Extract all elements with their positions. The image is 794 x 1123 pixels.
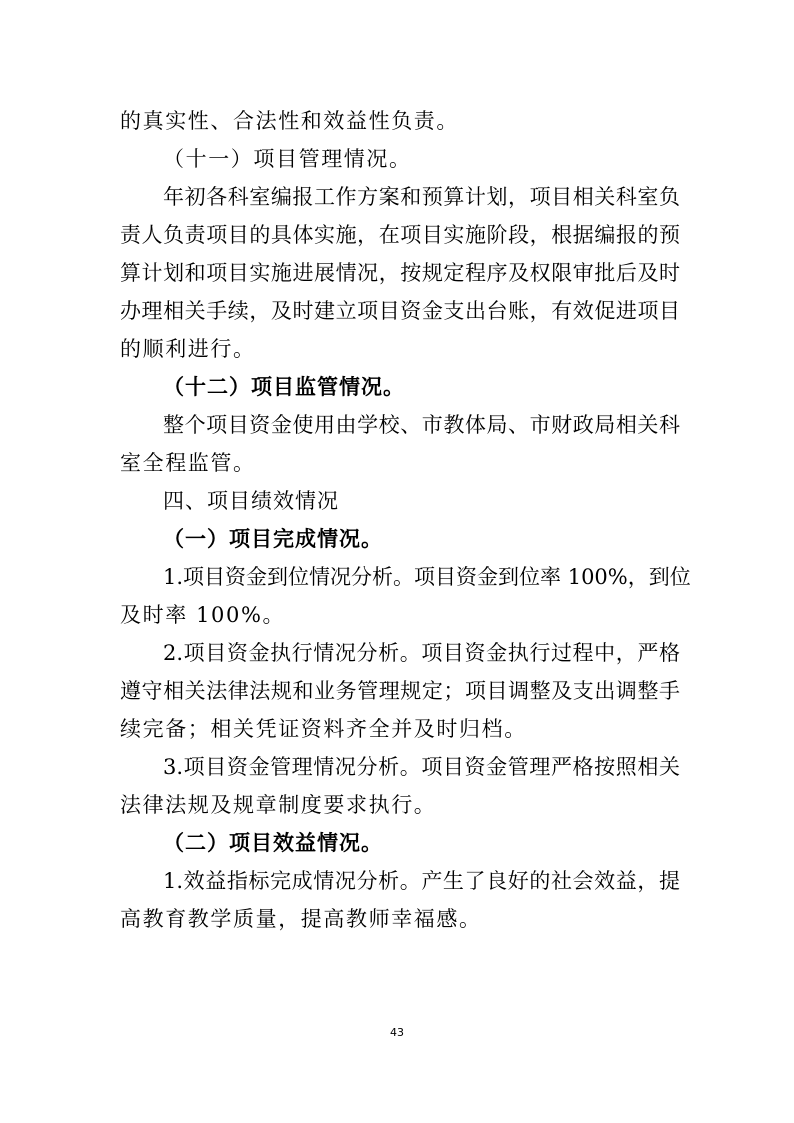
text-line-17: 续完备；相关凭证资料齐全并及时归档。 — [120, 717, 527, 741]
text-line-21: 1.效益指标完成情况分析。产生了良好的社会效益，提 — [163, 869, 680, 893]
page-number: 43 — [390, 1026, 404, 1039]
text-line-22: 高教育教学质量，提高教师幸福感。 — [120, 907, 482, 931]
text-line-5: 算计划和项目实施进展情况，按规定程序及权限审批后及时 — [120, 261, 680, 285]
subheading-benefit: （二）项目效益情况。 — [163, 831, 383, 855]
text-line-1: 的真实性、合法性和效益性负责。 — [120, 109, 459, 133]
text-line-19: 法律法规及规章制度要求执行。 — [120, 793, 437, 817]
text-line-6: 办理相关手续，及时建立项目资金支出台账，有效促进项目 — [120, 299, 680, 323]
section-heading-4: 四、项目绩效情况 — [163, 489, 339, 513]
subheading-item-11-text: （十一）项目管理情况。 — [163, 147, 412, 171]
text-line-4: 责人负责项目的具体实施，在项目实施阶段，根据编报的预 — [120, 223, 680, 247]
text-line-13: 1.项目资金到位情况分析。项目资金到位率 100%，到位 — [163, 565, 691, 589]
text-line-18: 3.项目资金管理情况分析。项目资金管理严格按照相关 — [163, 755, 680, 779]
text-line-10: 室全程监管。 — [120, 451, 256, 475]
text-line-3: 年初各科室编报工作方案和预算计划，项目相关科室负 — [163, 185, 680, 209]
text-line-14: 及时率 100%。 — [120, 603, 286, 627]
subheading-completion: （一）项目完成情况。 — [163, 527, 383, 551]
subheading-item-12: （十二）项目监管情况。 — [163, 375, 405, 399]
text-line-16: 遵守相关法律法规和业务管理规定；项目调整及支出调整手 — [120, 679, 680, 703]
subheading-item-11 — [163, 145, 412, 173]
text-line-15: 2.项目资金执行情况分析。项目资金执行过程中，严格 — [163, 641, 680, 665]
text-line-7: 的顺利进行。 — [120, 337, 256, 361]
text-line-9: 整个项目资金使用由学校、市教体局、市财政局相关科 — [163, 413, 680, 437]
